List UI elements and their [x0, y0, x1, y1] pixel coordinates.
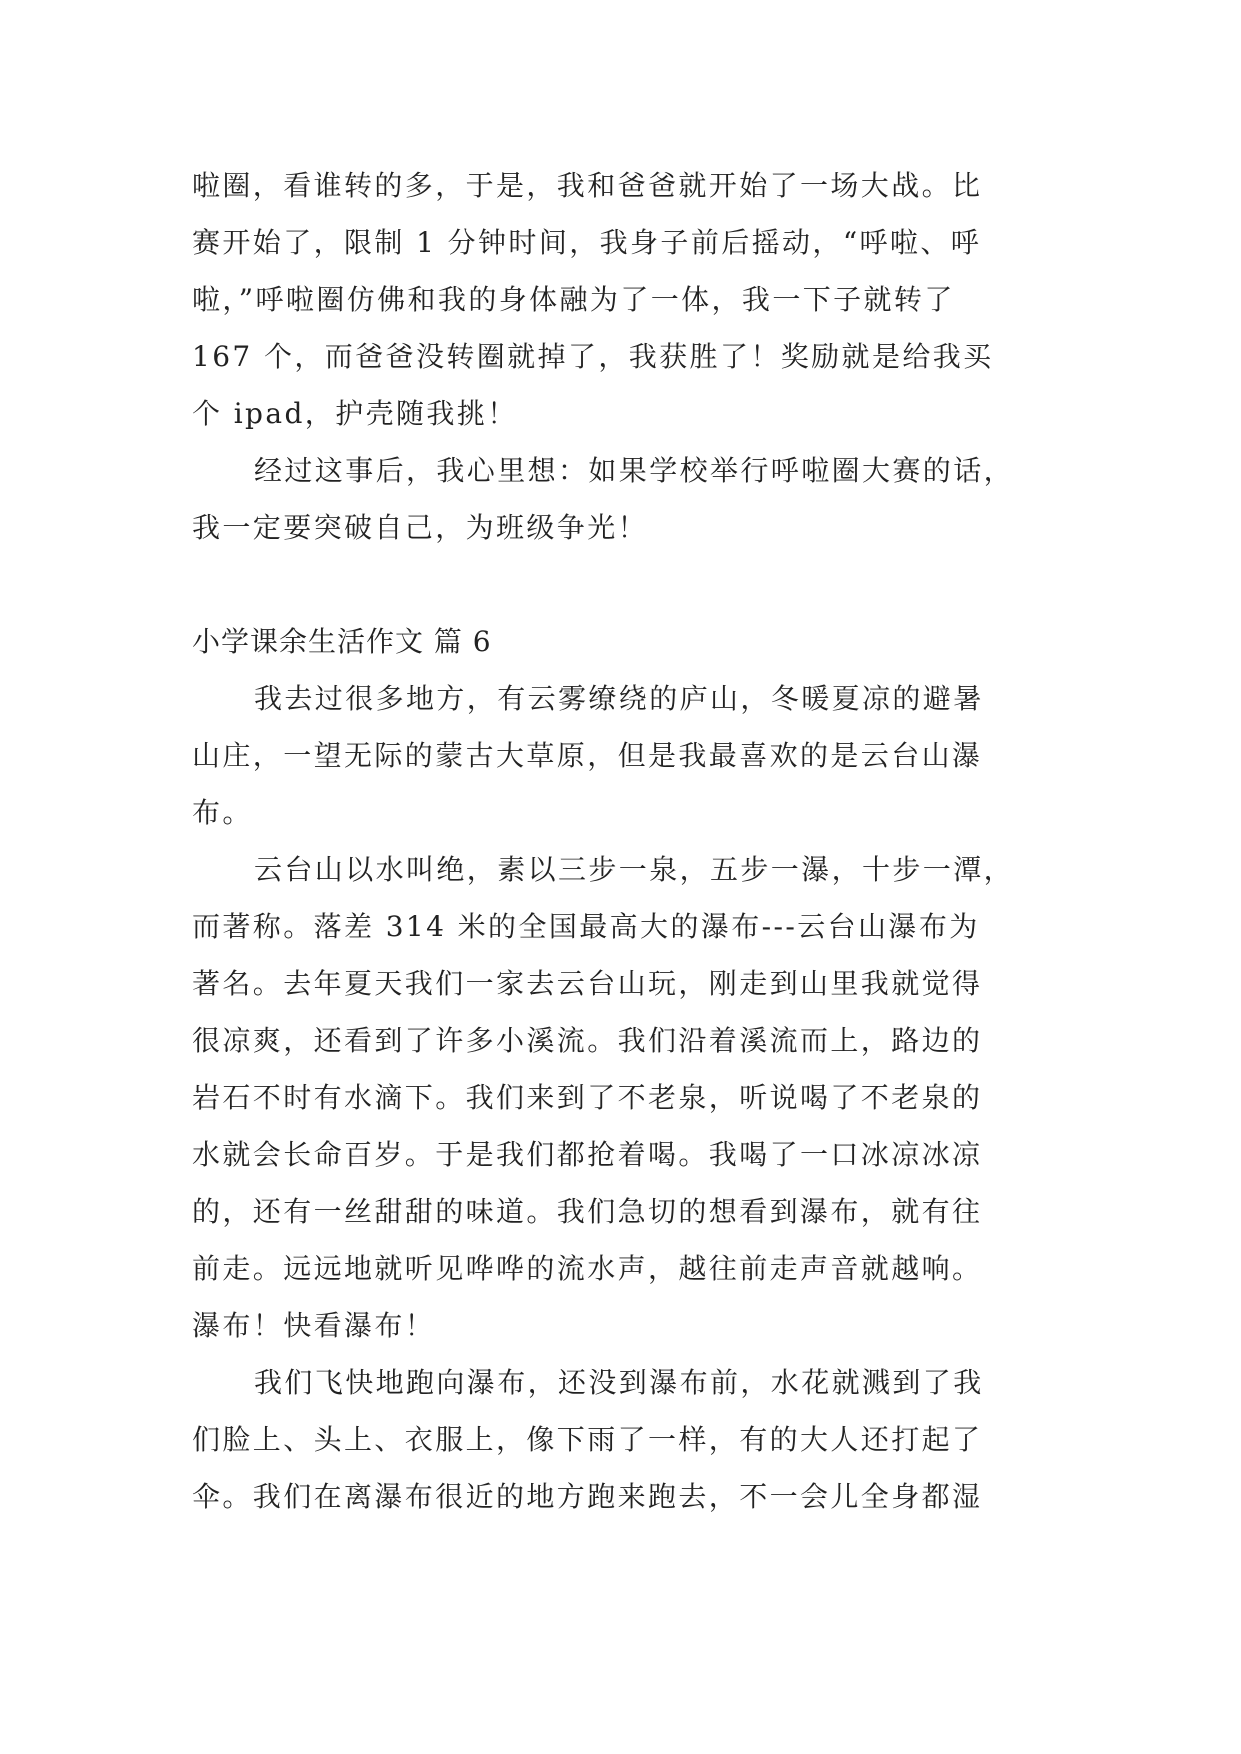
- text-line: 们脸上、头上、衣服上，像下雨了一样，有的大人还打起了: [192, 1423, 983, 1456]
- text-line: 山庄，一望无际的蒙古大草原，但是我最喜欢的是云台山瀑: [192, 739, 983, 772]
- text-line: 布。: [192, 796, 253, 829]
- text-line: 云台山以水叫绝，素以三步一泉，五步一瀑，十步一潭，: [254, 853, 1015, 886]
- text-line: 我一定要突破自己，为班级争光！: [192, 511, 649, 544]
- text-line: 啦圈，看谁转的多，于是，我和爸爸就开始了一场大战。比: [192, 169, 983, 202]
- text-line: 个 ipad，护壳随我挑！: [192, 397, 518, 430]
- text-line: 我们飞快地跑向瀑布，还没到瀑布前，水花就溅到了我: [254, 1366, 984, 1399]
- text-line: 前走。远远地就听见哗哗的流水声，越往前走声音就越响。: [192, 1252, 983, 1285]
- text-line: 岩石不时有水滴下。我们来到了不老泉，听说喝了不老泉的: [192, 1081, 983, 1114]
- text-line: 啦，”呼啦圈仿佛和我的身体融为了一体，我一下子就转了: [192, 283, 955, 316]
- section-heading: 小学课余生活作文 篇 6: [192, 625, 492, 658]
- text-line: 著名。去年夏天我们一家去云台山玩，刚走到山里我就觉得: [192, 967, 983, 1000]
- text-line: 水就会长命百岁。于是我们都抢着喝。我喝了一口冰凉冰凉: [192, 1138, 983, 1171]
- text-line: 伞。我们在离瀑布很近的地方跑来跑去，不一会儿全身都湿: [192, 1480, 983, 1513]
- text-line: 赛开始了，限制 1 分钟时间，我身子前后摇动，“呼啦、呼: [192, 226, 982, 259]
- text-line: 经过这事后，我心里想：如果学校举行呼啦圈大赛的话，: [254, 454, 1015, 487]
- text-line: 而著称。落差 314 米的全国最高大的瀑布---云台山瀑布为: [192, 910, 980, 943]
- text-line: 167 个，而爸爸没转圈就掉了，我获胜了！奖励就是给我买: [192, 340, 994, 373]
- text-line: 瀑布！快看瀑布！: [192, 1309, 436, 1342]
- text-line: 我去过很多地方，有云雾缭绕的庐山，冬暖夏凉的避暑: [254, 682, 984, 715]
- text-line: 很凉爽，还看到了许多小溪流。我们沿着溪流而上，路边的: [192, 1024, 983, 1057]
- text-line: 的，还有一丝甜甜的味道。我们急切的想看到瀑布，就有往: [192, 1195, 983, 1228]
